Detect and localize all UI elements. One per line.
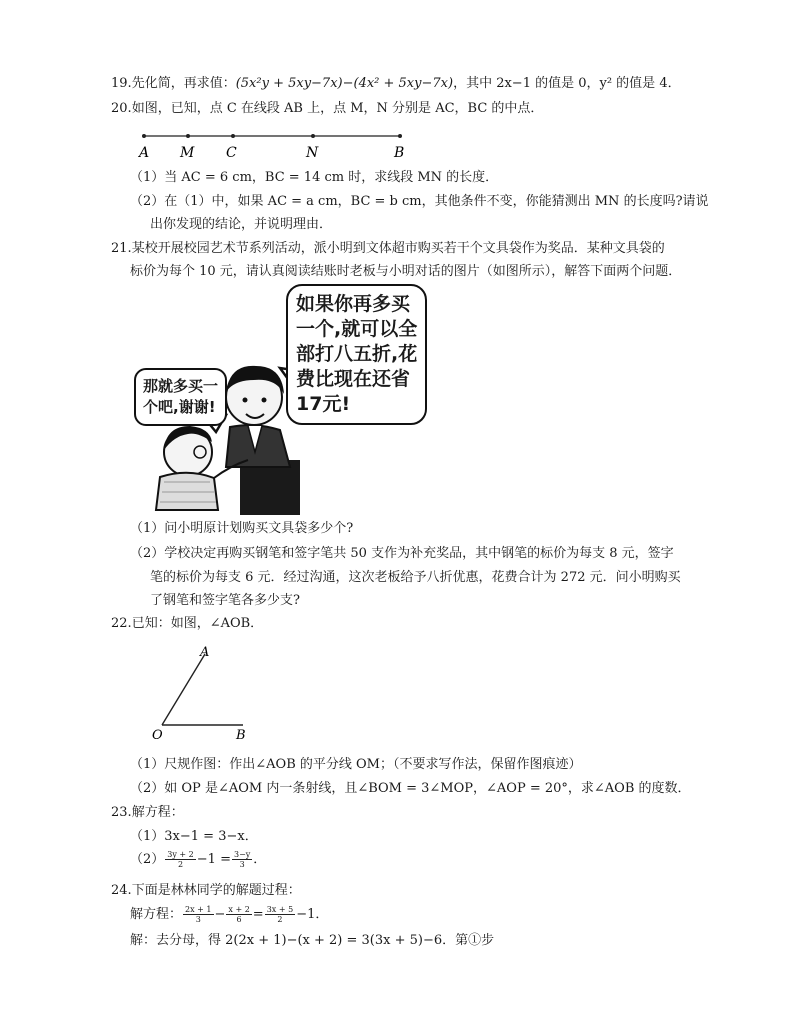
boy-speech-bubble (134, 368, 227, 426)
question-21 (111, 239, 665, 259)
q19-lead: 先化简，再求值： (131, 76, 236, 91)
q19-condition: ，其中 2x−1 的值是 0，y² 的值是 4． (453, 76, 681, 91)
q23-fraction-right (232, 850, 252, 869)
q23-part2-mid: −1 = (196, 852, 231, 867)
fraction-denominator: 2 (277, 915, 283, 924)
question-22 (111, 614, 263, 634)
label-n: N (306, 145, 319, 161)
label-b: B (236, 728, 246, 742)
q24-fraction-1 (183, 905, 213, 924)
q24-text: 下面是林林同学的解题过程： (131, 883, 301, 898)
q22-part2: （2）如 OP 是∠AOM 内一条射线，且∠BOM = 3∠MOP，∠AOP = 20°，求∠AOB 的度数． (130, 781, 691, 796)
angle-aob-diagram (148, 642, 258, 742)
q24-number: 24. (111, 883, 132, 898)
q23-part2-label: （2） (130, 852, 165, 867)
q21-part2-line1: （2）学校决定再购买钢笔和签字笔共 50 支作为补充奖品，其中钢笔的标价为每支 8 元，签字 (130, 546, 674, 561)
boy-bubble-line: 个吧,谢谢! (143, 398, 216, 416)
q24-equation (130, 905, 328, 925)
label-o: O (152, 728, 163, 742)
question-23 (111, 803, 184, 823)
shop-owner-speech-bubble (286, 284, 427, 425)
q23-part2-end: ． (253, 852, 267, 867)
q21-part2-line3: 了钢笔和签字笔各多少支? (150, 593, 300, 608)
q19-expression: (5x²y + 5xy−7x)−(4x² + 5xy−7x) (235, 76, 454, 91)
label-c: C (226, 145, 237, 161)
point-c-dot (231, 134, 235, 138)
shop-owner-icon (226, 366, 290, 467)
fraction-numerator: 3−y (233, 850, 251, 859)
question-20 (111, 99, 543, 119)
q24-fraction-3 (265, 905, 295, 924)
fraction-denominator: 3 (195, 915, 201, 924)
question-19 (111, 74, 681, 94)
segment-diagram (130, 124, 420, 164)
q24-minus: − (214, 907, 226, 922)
q23-part1: （1）3x−1 = 3−x． (130, 829, 258, 844)
counter-icon (240, 460, 300, 515)
q23-part2 (130, 850, 266, 870)
fraction-numerator: 3y + 2 (167, 850, 194, 859)
point-b-dot (398, 134, 402, 138)
question-24 (111, 881, 301, 901)
q24-fraction-2 (226, 905, 251, 924)
point-n-dot (311, 134, 315, 138)
label-a: A (200, 645, 210, 660)
q21-text-line1: 某校开展校园艺术节系列活动，派小明到文体超市购买若干个文具袋作为奖品．某种文具袋的 (131, 241, 665, 256)
boss-bubble-line: 一个,就可以全 (296, 318, 418, 340)
q21-text-line2: 标价为每个 10 元，请认真阅读结账时老板与小明对话的图片（如图所示），解答下面两个问题． (130, 264, 682, 279)
ray-oa (162, 654, 205, 725)
label-a: A (139, 145, 150, 161)
fraction-numerator: 3x + 5 (266, 905, 294, 914)
q20-text: 如图，已知，点 C 在线段 AB 上，点 M，N 分别是 AC，BC 的中点． (131, 101, 544, 116)
q24-step1: 解：去分母，得 2(2x + 1)−(x + 2) = 3(3x + 5)−6．第①步 (130, 933, 495, 948)
boss-bubble-line: 费比现在还省 (296, 368, 411, 390)
boss-bubble-line: 17元! (296, 393, 351, 415)
dialogue-illustration (130, 282, 430, 517)
q20-part2-line2: 出你发现的结论，并说明理由． (150, 217, 333, 232)
q24-eq-label: 解方程： (130, 907, 183, 922)
q19-number: 19. (111, 76, 132, 91)
fraction-numerator: x + 2 (228, 905, 250, 914)
label-b: B (394, 145, 405, 161)
q20-number: 20. (111, 101, 132, 116)
q21-part2-line2: 笔的标价为每支 6 元．经过沟通，这次老板给予八折优惠，花费合计为 272 元．问小明购买 (150, 570, 681, 585)
q23-text: 解方程： (131, 805, 184, 820)
boss-bubble-line: 如果你再多买 (296, 293, 411, 315)
q20-part2-line1: （2）在（1）中，如果 AC = a cm，BC = b cm，其他条件不变，你能猜测出 MN 的长度吗?请说 (130, 194, 709, 209)
fraction-denominator: 2 (177, 860, 184, 869)
q24-eq-end: −1． (296, 907, 329, 922)
q22-number: 22. (111, 616, 132, 631)
point-a-dot (142, 134, 146, 138)
boy-bubble-line: 那就多买一 (143, 377, 219, 395)
fraction-denominator: 6 (236, 915, 242, 924)
q23-fraction-left (165, 850, 196, 869)
q21-number: 21. (111, 241, 132, 256)
q20-part1: （1）当 AC = 6 cm，BC = 14 cm 时，求线段 MN 的长度． (130, 170, 499, 185)
boss-bubble-line: 部打八五折,花 (296, 343, 418, 365)
q23-number: 23. (111, 805, 132, 820)
label-m: M (180, 145, 195, 161)
q22-text: 已知：如图，∠AOB． (131, 616, 264, 631)
fraction-denominator: 3 (239, 860, 245, 869)
point-m-dot (186, 134, 190, 138)
q24-equals: = (252, 907, 264, 922)
fraction-numerator: 2x + 1 (185, 905, 212, 914)
q21-part1: （1）问小明原计划购买文具袋多少个? (130, 521, 354, 536)
q22-part1: （1）尺规作图：作出∠AOB 的平分线 OM；（不要求写作法，保留作图痕迹） (130, 757, 582, 772)
